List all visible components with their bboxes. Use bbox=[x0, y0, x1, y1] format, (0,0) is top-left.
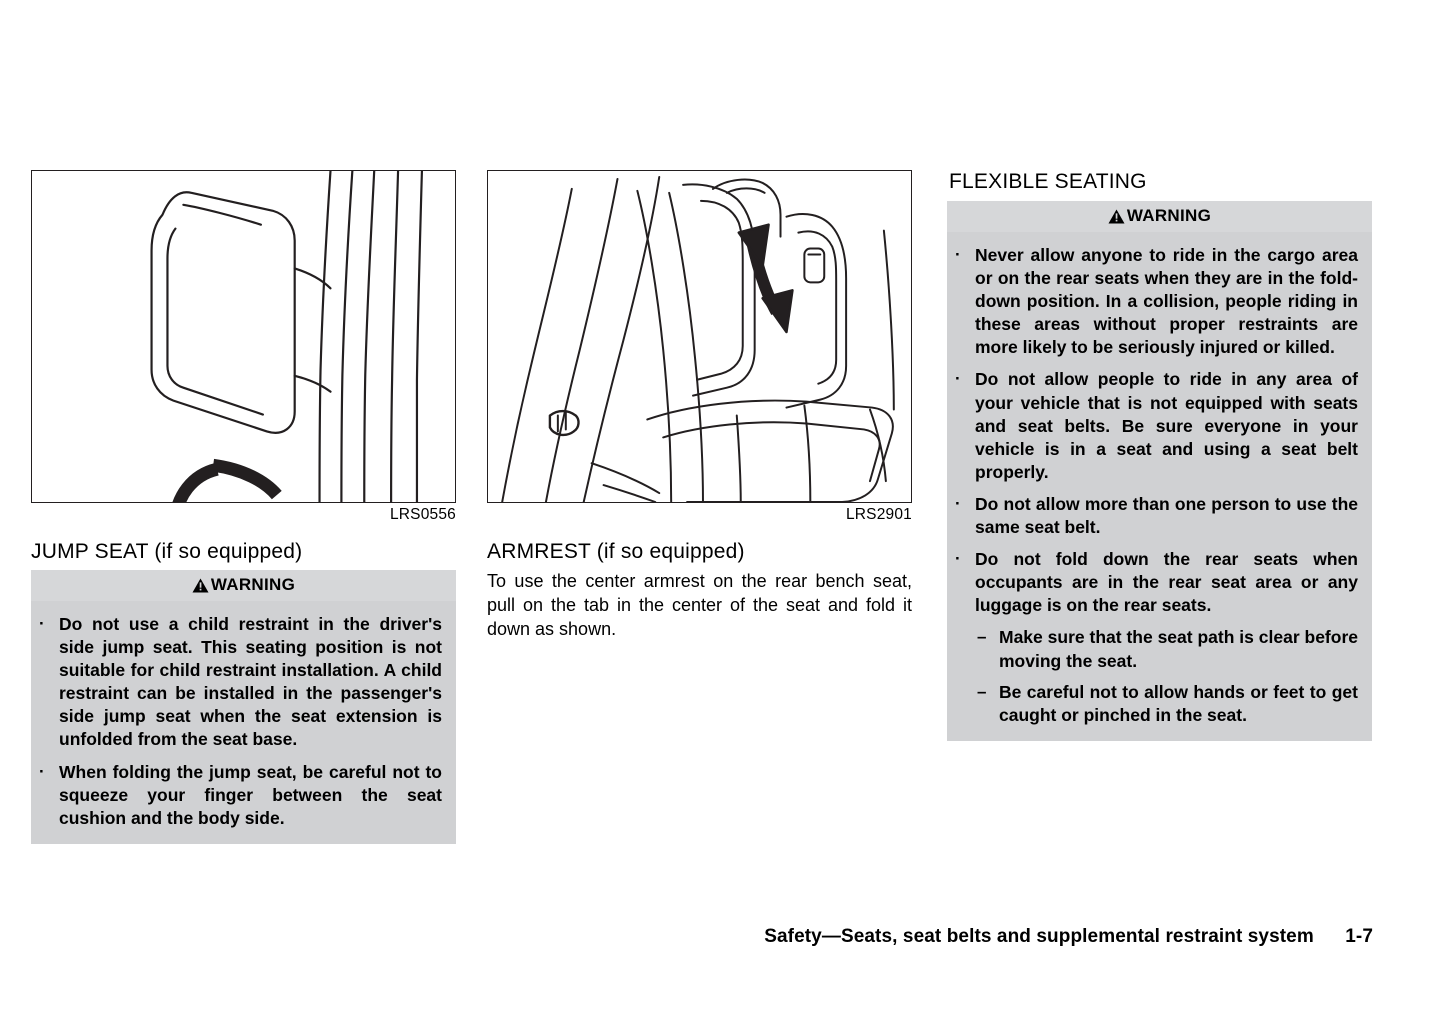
warning-item bbox=[955, 244, 1358, 359]
warning-sublist-flexible-seating bbox=[955, 626, 1358, 726]
warning-subitem-text: Make sure that the seat path is clear before moving the seat. bbox=[999, 627, 1358, 671]
figure-jump-seat bbox=[31, 170, 456, 503]
column-right bbox=[947, 170, 1372, 741]
warning-item bbox=[39, 613, 442, 752]
column-left bbox=[31, 170, 456, 844]
warning-label: WARNING bbox=[210, 575, 296, 594]
warning-item-text: Do not allow people to ride in any area of your vehicle that is not equipped with seats and seat belts. Be sure everyone in your vehicle is in a seat and using a seat belt properly. bbox=[975, 369, 1358, 482]
bullet-marker: · bbox=[39, 614, 45, 633]
warning-list-flexible-seating bbox=[955, 244, 1358, 617]
warning-item bbox=[955, 368, 1358, 483]
footer-section-text: Safety—Seats, seat belts and supplemental restraint system bbox=[764, 926, 1314, 947]
warning-item-text: Do not use a child restraint in the driver's side jump seat. This seating position is not suitable for child restraint installation. A child restraint can be installed in the passenger's side jump seat when the seat extension is unfolded from the seat base. bbox=[59, 614, 442, 750]
warning-item-text: Do not allow more than one person to use the same seat belt. bbox=[975, 493, 1358, 538]
section-title-jump-seat: JUMP SEAT (if so equipped) bbox=[31, 540, 303, 563]
jump-seat-illustration bbox=[32, 171, 455, 502]
warning-header-jump-seat bbox=[31, 570, 456, 601]
warning-item bbox=[955, 548, 1358, 617]
warning-triangle-icon bbox=[192, 578, 209, 593]
section-title-flexible-seating: FLEXIBLE SEATING bbox=[949, 170, 1147, 193]
warning-label: WARNING bbox=[1126, 206, 1212, 225]
warning-list-jump-seat bbox=[39, 613, 442, 830]
column-middle bbox=[487, 170, 912, 642]
dash-marker: – bbox=[977, 681, 987, 701]
armrest-illustration bbox=[488, 171, 911, 502]
bullet-marker: · bbox=[955, 369, 961, 389]
warning-item-text: Never allow anyone to ride in the cargo area or on the rear seats when they are in the fold-down position. In a collision, people riding in these areas without proper restraints are more likely to be seriously injured or killed. bbox=[975, 245, 1358, 358]
page-footer bbox=[764, 926, 1373, 948]
bullet-marker: · bbox=[955, 549, 961, 569]
warning-triangle-icon bbox=[1108, 209, 1125, 224]
page-number: 1-7 bbox=[1345, 926, 1373, 947]
bullet-marker: · bbox=[955, 245, 961, 264]
bullet-marker: · bbox=[955, 493, 961, 513]
dash-marker: – bbox=[977, 627, 987, 647]
warning-subitem bbox=[955, 626, 1358, 672]
warning-header-flexible-seating bbox=[947, 201, 1372, 232]
warning-subitem-text: Be careful not to allow hands or feet to get caught or pinched in the seat. bbox=[999, 681, 1358, 725]
warning-subitem bbox=[955, 681, 1358, 727]
figure-armrest bbox=[487, 170, 912, 503]
warning-item bbox=[39, 761, 442, 830]
warning-item-text: When folding the jump seat, be careful not to squeeze your finger between the seat cushion and the body side. bbox=[59, 761, 442, 828]
bullet-marker: · bbox=[39, 761, 45, 781]
armrest-paragraph: To use the center armrest on the rear bench seat, pull on the tab in the center of the seat and fold it down as shown. bbox=[487, 571, 912, 639]
warning-body-flexible-seating bbox=[947, 232, 1372, 741]
section-title-armrest: ARMREST (if so equipped) bbox=[487, 540, 745, 563]
figure-code-armrest: LRS2901 bbox=[845, 506, 912, 523]
warning-item-text: Do not fold down the rear seats when occupants are in the rear seat area or any luggage is on the rear seats. bbox=[975, 549, 1358, 616]
warning-item bbox=[955, 493, 1358, 539]
warning-body-jump-seat bbox=[31, 601, 456, 844]
figure-code-jump-seat: LRS0556 bbox=[389, 506, 456, 523]
